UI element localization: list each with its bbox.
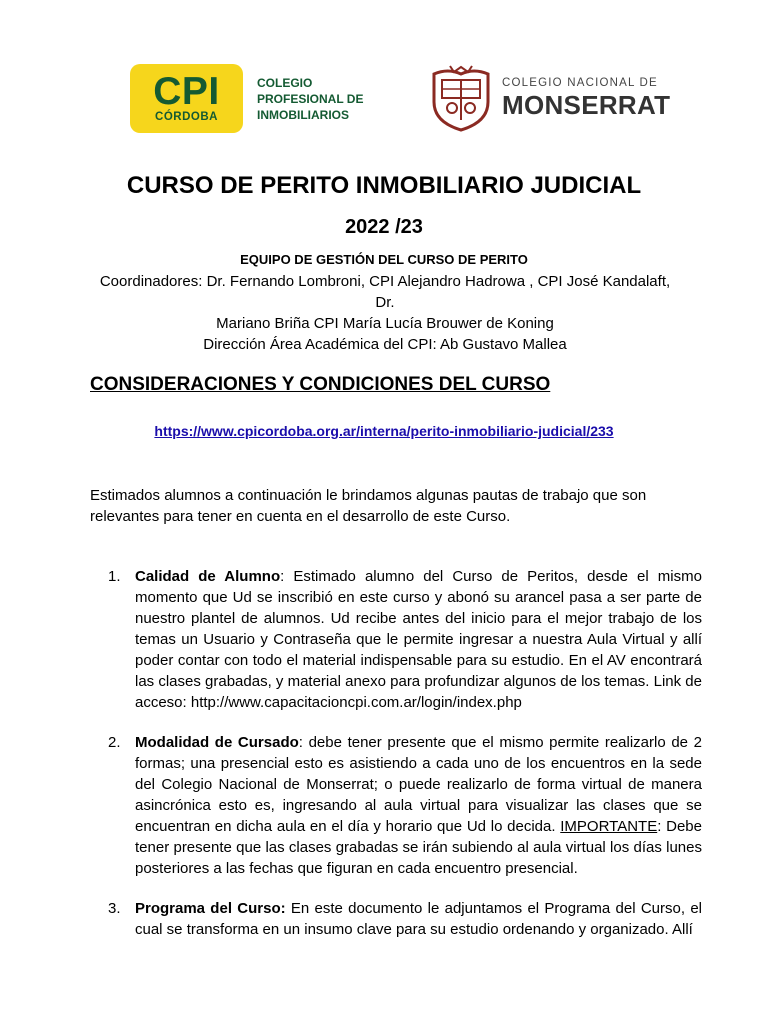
coordinators-line: Coordinadores: Dr. Fernando Lombroni, CPI Alejandro Hadrowa , CPI José Kandalaft, Dr. bbox=[99, 273, 671, 311]
monserrat-logo-text bbox=[502, 76, 670, 120]
cpi-logo-badge bbox=[130, 64, 243, 133]
cpi-logo-line3: INMOBILIARIOS bbox=[257, 107, 349, 122]
list-item-heading: Calidad de Alumno bbox=[135, 568, 281, 585]
list-item-number: 3. bbox=[108, 900, 121, 917]
monserrat-logo-top: COLEGIO NACIONAL DE bbox=[502, 77, 658, 89]
monserrat-logo bbox=[428, 64, 670, 132]
list-item bbox=[108, 732, 702, 879]
list-item bbox=[108, 898, 702, 940]
cpi-logo-line2: PROFESIONAL DE bbox=[257, 91, 364, 106]
section-heading: CONSIDERACIONES Y CONDICIONES DEL CURSO bbox=[90, 374, 551, 395]
list-item-heading: Programa del Curso: bbox=[135, 900, 286, 917]
list-item-body: En este documento le adjuntamos el Programa del Curso, el cual se transforma en un insumo clave para su estudio ordenando y organizado. Allí bbox=[135, 900, 702, 938]
cpi-logo-text bbox=[257, 75, 363, 123]
list-item-heading: Modalidad de Cursado bbox=[135, 734, 299, 751]
list-item-body-continued: : Debe tener presente que las clases grabadas se irán subiendo al aula virtual los días lunes posteriores a las fechas que figuran en cada encuentro presencial. bbox=[135, 818, 702, 877]
coordinators-block bbox=[90, 271, 680, 355]
conditions-list bbox=[108, 566, 702, 959]
list-item-number: 2. bbox=[108, 734, 121, 751]
list-item-body: : debe tener presente que el mismo permite realizarlo de 2 formas; una presencial esto es asistiendo a cada uno de los encuentros en la sede del Colegio Nacional de Monserrat; o puede realizarlo de forma virtual de manera asincrónica esto es, ingresando al aula virtual para visualizar las clases que se encuentran en dicha aula en el día y horario que Ud lo decida. bbox=[135, 734, 702, 835]
cpi-logo bbox=[130, 64, 363, 133]
cpi-logo-city: CÓRDOBA bbox=[155, 111, 218, 123]
coordinators-line: Mariano Briña CPI María Lucía Brouwer de Koning bbox=[216, 315, 554, 332]
list-item-body: : Estimado alumno del Curso de Peritos, desde el mismo momento que Ud se inscribió en este curso y abonó su arancel pasa a ser parte de nuestro plantel de alumnos. Ud recibe antes del inicio para el mejor trabajo de los temas un Usuario y Contraseña que le permite ingresar a nuestra Aula Virtual y allí poder contar con todo el material indispensable para su estudio. En el AV encontrará las clases grabadas, y material anexo para profundizar algunos de los temas. Link de acceso: http://www.capacitacioncpi.com.ar/login/index.php bbox=[135, 568, 702, 711]
cpi-logo-abbr: CPI bbox=[153, 70, 220, 113]
monserrat-crest-icon bbox=[428, 64, 494, 132]
document-year: 2022 /23 bbox=[345, 216, 423, 238]
cpi-logo-line1: COLEGIO bbox=[257, 75, 313, 90]
document-title: CURSO DE PERITO INMOBILIARIO JUDICIAL bbox=[126, 172, 642, 199]
academic-direction-line: Dirección Área Académica del CPI: Ab Gustavo Mallea bbox=[203, 336, 567, 353]
important-label: IMPORTANTE bbox=[560, 818, 658, 835]
team-title: EQUIPO DE GESTIÓN DEL CURSO DE PERITO bbox=[240, 252, 528, 267]
monserrat-logo-main: MONSERRAT bbox=[502, 90, 671, 120]
course-link[interactable]: https://www.cpicordoba.org.ar/interna/perito-inmobiliario-judicial/233 bbox=[154, 423, 614, 439]
list-item-number: 1. bbox=[108, 568, 121, 585]
list-item bbox=[108, 566, 702, 713]
intro-paragraph: Estimados alumnos a continuación le brindamos algunas pautas de trabajo que son relevantes para tener en cuenta en el desarrollo de este Curso. bbox=[90, 487, 647, 525]
